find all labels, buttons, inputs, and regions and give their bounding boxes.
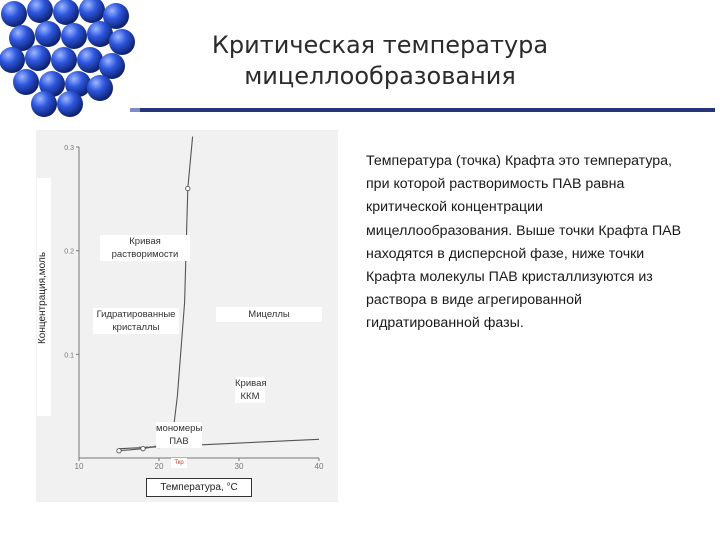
- annotation-monomers: мономеры ПАВ: [156, 423, 203, 447]
- annotation-micelles: Мицеллы: [216, 307, 322, 322]
- y-axis-label: Концентрация,моль: [37, 251, 48, 345]
- slide-title-line-2: мицеллообразования: [244, 62, 516, 90]
- kraft-point-label: Ткр: [171, 458, 187, 468]
- slide-title-line-1: Критическая температура: [211, 31, 549, 59]
- annotation-hydrated-crystals: Гидратированные кристаллы: [93, 308, 179, 334]
- solubility-curve-line: [119, 137, 193, 451]
- cmc-curve-line: [119, 439, 319, 448]
- y-tick-label: 0.1: [64, 352, 74, 360]
- x-tick-label: 10: [74, 462, 84, 471]
- data-point-marker: [117, 449, 121, 453]
- data-point-marker: [186, 186, 190, 190]
- annotation-solubility-curve: Кривая растворимости: [100, 235, 190, 261]
- data-point-marker: [141, 446, 145, 450]
- x-axis-label: Температура, °С: [146, 478, 252, 497]
- y-tick-label: 0.3: [64, 145, 74, 152]
- annotation-cmc-curve: Кривая ККМ: [235, 378, 267, 402]
- x-tick-label: 30: [234, 462, 244, 471]
- x-tick-label: 40: [314, 462, 324, 471]
- x-tick-label: 20: [154, 462, 164, 471]
- y-tick-label: 0.2: [64, 248, 74, 256]
- krafft-point-definition: Температура (точка) Крафта это температура, при которой растворимость ПАВ равна критической концентрации мицеллообразования. Выше точки Крафта ПАВ находятся в дисперсной фазе, ниже точки Крафта молекулы ПАВ кристаллизуются из раствора в виде агрегированной гидратированной фазы.: [366, 153, 682, 332]
